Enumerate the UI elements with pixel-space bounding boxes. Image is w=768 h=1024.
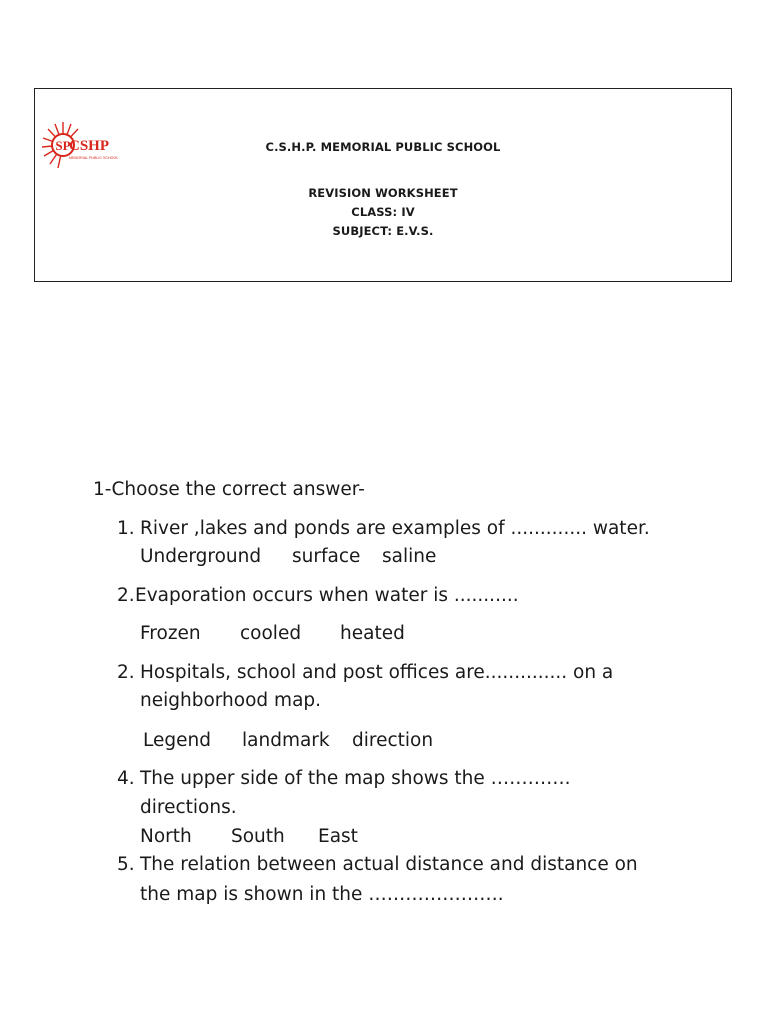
answer-option: Frozen: [140, 623, 201, 644]
answer-option: surface: [292, 546, 361, 567]
question-text: neighborhood map.: [140, 690, 322, 711]
logo-text: CSHP: [69, 138, 110, 154]
worksheet-header-box: [34, 88, 732, 282]
answer-option: Legend: [143, 730, 211, 751]
school-name: C.S.H.P. MEMORIAL PUBLIC SCHOOL: [265, 140, 501, 154]
answer-option: saline: [382, 546, 437, 567]
question-text: The relation between actual distance and distance on: [140, 854, 638, 875]
answer-option: North: [140, 826, 192, 847]
question-number: 4.: [117, 768, 135, 789]
svg-text:SP: SP: [55, 138, 71, 153]
class-line: CLASS: IV: [351, 205, 415, 219]
question-text: the map is shown in the ………………….: [140, 884, 504, 905]
answer-option: heated: [340, 623, 405, 644]
answer-option: direction: [352, 730, 434, 751]
section-heading: 1-Choose the correct answer-: [93, 479, 365, 500]
question-text: Hospitals, school and post offices are.............. on a: [140, 662, 614, 683]
question-text: directions.: [140, 797, 237, 818]
question-text: The upper side of the map shows the ………….: [140, 768, 571, 789]
question-number: 1.: [117, 518, 135, 539]
question-number: 5.: [117, 854, 135, 875]
answer-option: South: [231, 826, 285, 847]
question-number: 2.: [117, 662, 135, 683]
answer-option: cooled: [240, 623, 302, 644]
question-text: River ,lakes and ponds are examples of ............. water.: [140, 518, 650, 539]
logo-subtext: MEMORIAL PUBLIC SCHOOL: [69, 156, 119, 160]
answer-option: landmark: [242, 730, 330, 751]
answer-option: East: [318, 826, 358, 847]
worksheet-title: REVISION WORKSHEET: [308, 186, 458, 200]
subject-line: SUBJECT: E.V.S.: [332, 224, 434, 238]
answer-option: Underground: [140, 546, 262, 567]
question-number: 2.: [117, 585, 135, 606]
question-text: Evaporation occurs when water is ...........: [135, 585, 519, 606]
